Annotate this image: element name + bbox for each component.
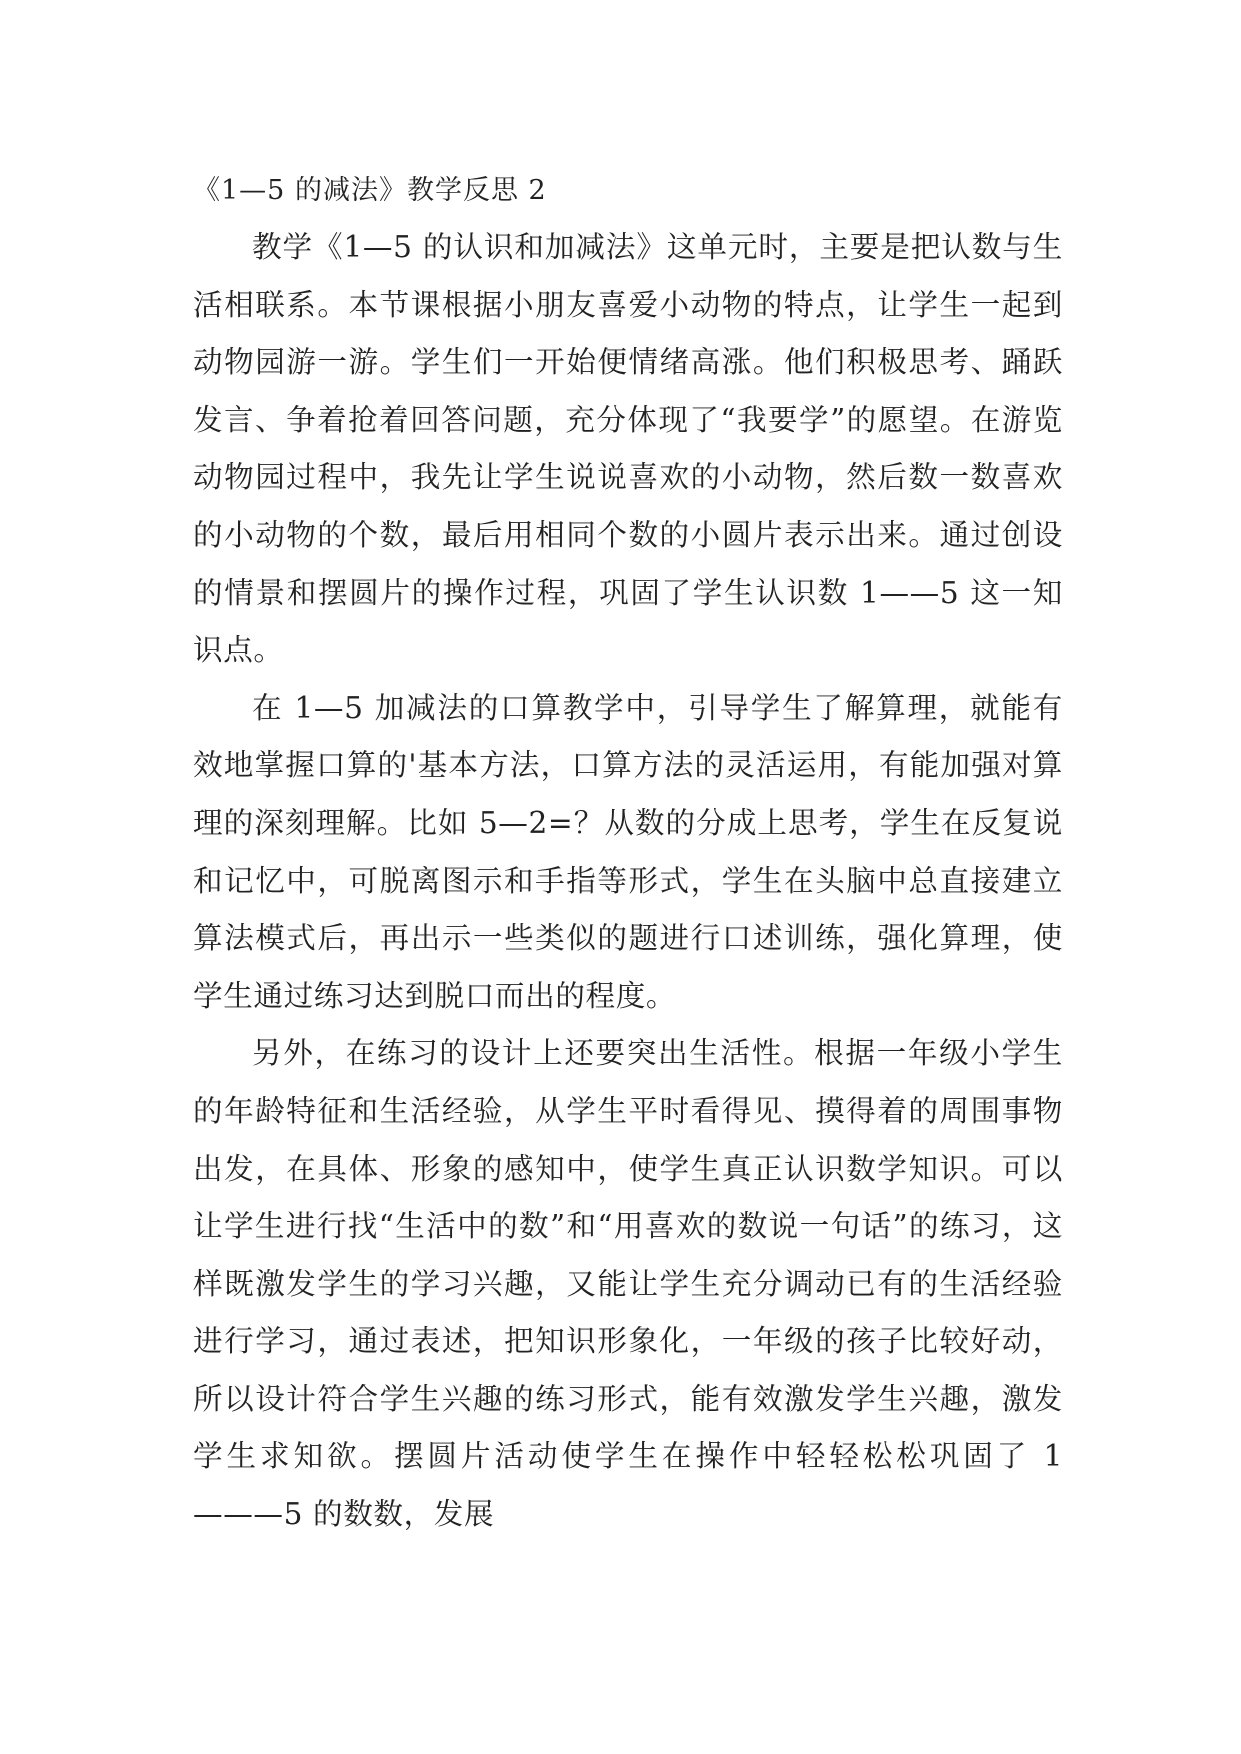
- document-title: 《1—5 的减法》教学反思 2: [193, 175, 547, 206]
- paragraph-2: 在 1—5 加减法的口算教学中，引导学生了解算理，就能有效地掌握口算的'基本方法，口算方法的灵活运用，有能加强对算理的深刻理解。比如 5—2=？从数的分成上思考，学生在反复说和记忆中，可脱离图示和手指等形式，学生在头脑中总直接建立算法模式后，再出示一些类似的题进行口述训练，强化算理，使学生通过练习达到脱口而出的程度。: [193, 690, 1063, 1013]
- paragraph-3: 另外，在练习的设计上还要突出生活性。根据一年级小学生的年龄特征和生活经验，从学生平时看得见、摸得着的周围事物出发，在具体、形象的感知中，使学生真正认识数学知识。可以让学生进行找“生活中的数”和“用喜欢的数说一句话”的练习，这样既激发学生的学习兴趣，又能让学生充分调动已有的生活经验进行学习，通过表述，把知识形象化，一年级的孩子比较好动，所以设计符合学生兴趣的练习形式，能有效激发学生兴趣，激发学生求知欲。摆圆片活动使学生在操作中轻轻松松巩固了 1———5 的数数，发展: [193, 1036, 1063, 1532]
- document-body: [193, 163, 1063, 1544]
- paragraph-1: 教学《1—5 的认识和加减法》这单元时，主要是把认数与生活相联系。本节课根据小朋友喜爱小动物的特点，让学生一起到动物园游一游。学生们一开始便情绪高涨。他们积极思考、踊跃发言、争着抢着回答问题，充分体现了“我要学”的愿望。在游览动物园过程中，我先让学生说说喜欢的小动物，然后数一数喜欢的小动物的个数，最后用相同个数的小圆片表示出来。通过创设的情景和摆圆片的操作过程，巩固了学生认识数 1——5 这一知识点。: [193, 230, 1063, 668]
